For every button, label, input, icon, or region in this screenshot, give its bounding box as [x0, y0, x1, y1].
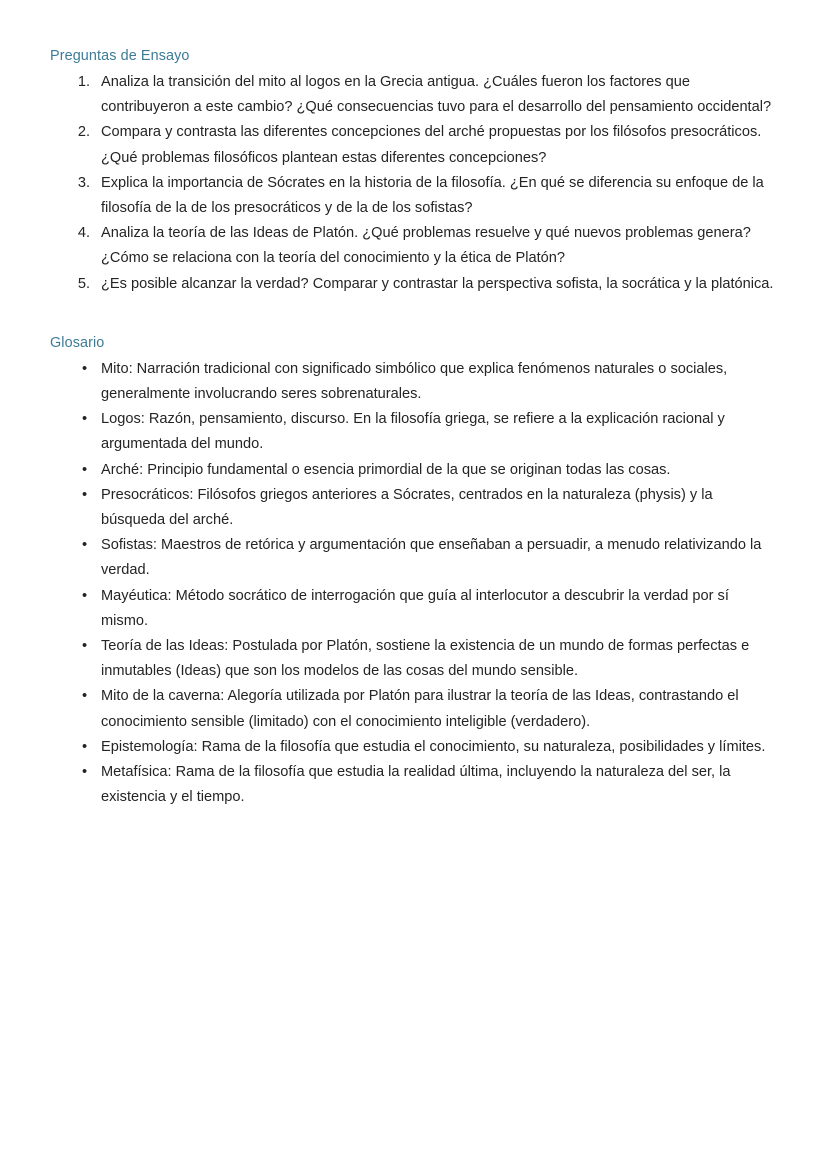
heading-glosario: Glosario — [50, 334, 105, 351]
heading-preguntas-de-ensayo: Preguntas de Ensayo — [50, 48, 190, 64]
section-spacer — [50, 297, 778, 333]
list-item-text: Arché: Principio fundamental o esencia primordial de la que se originan todas las cosas. — [101, 461, 671, 478]
section-glosario — [50, 333, 778, 811]
bullet-icon: • — [82, 360, 88, 377]
list-item-text: Compara y contrasta las diferentes concepciones del arché propuestas por los filósofos presocráticos. ¿Qué problemas filosóficos plantean estas diferentes concepciones? — [101, 124, 762, 166]
list-item-text: Explica la importancia de Sócrates en la historia de la filosofía. ¿En qué se diferencia su enfoque de la filosofía de la de los presocráticos y de la de los sofistas? — [101, 174, 764, 217]
list-marker: 5. — [77, 275, 90, 292]
bullet-icon: • — [82, 537, 88, 554]
list-item — [50, 272, 778, 297]
bullet-icon: • — [82, 738, 88, 755]
list-item — [50, 483, 778, 533]
list-marker: 1. — [77, 74, 90, 90]
list-item-text: Metafísica: Rama de la filosofía que estudia la realidad última, incluyendo la naturaleza del ser, la existencia y el tiempo. — [101, 764, 731, 806]
bullet-icon: • — [82, 411, 88, 428]
bullet-icon: • — [82, 461, 88, 478]
list-item — [50, 458, 778, 483]
list-item-text: Teoría de las Ideas: Postulada por Platón, sostiene la existencia de un mundo de formas perfectas e inmutables (Ideas) que son los modelos de las cosas del mundo sensible. — [101, 638, 750, 680]
list-item — [50, 221, 778, 271]
list-marker: 4. — [77, 225, 90, 242]
list-item — [50, 171, 778, 221]
list-item-text: Logos: Razón, pensamiento, discurso. En la filosofía griega, se refiere a la explicación racional y argumentada del mundo. — [101, 411, 725, 453]
list-item — [50, 684, 778, 734]
list-item-text: ¿Es posible alcanzar la verdad? Comparar y contrastar la perspectiva sofista, la socrática y la platónica. — [101, 275, 774, 292]
bullet-icon: • — [82, 638, 88, 655]
list-item-text: Mayéutica: Método socrático de interrogación que guía al interlocutor a descubrir la verdad por sí mismo. — [101, 587, 729, 629]
list-item-text: Mito: Narración tradicional con significado simbólico que explica fenómenos naturales o sociales, generalmente involucrando seres sobrenaturales. — [101, 360, 728, 403]
list-item-text: Presocráticos: Filósofos griegos anteriores a Sócrates, centrados en la naturaleza (physis) y la búsqueda del arché. — [101, 486, 713, 529]
list-item — [50, 357, 778, 407]
essay-questions-list — [50, 70, 778, 297]
bullet-icon: • — [82, 764, 88, 781]
list-marker: 2. — [77, 124, 90, 141]
glossary-list — [50, 357, 778, 811]
list-item — [50, 584, 778, 634]
list-marker: 3. — [77, 174, 90, 191]
list-item — [50, 407, 778, 457]
list-item — [50, 760, 778, 810]
bullet-icon: • — [82, 486, 88, 503]
list-item — [50, 120, 778, 170]
section-preguntas-de-ensayo — [50, 46, 778, 297]
list-item-text: Epistemología: Rama de la filosofía que estudia el conocimiento, su naturaleza, posibilidades y límites. — [101, 738, 766, 755]
bullet-icon: • — [82, 587, 88, 604]
list-item-text: Sofistas: Maestros de retórica y argumentación que enseñaban a persuadir, a menudo relativizando la verdad. — [101, 537, 762, 579]
bullet-icon: • — [82, 688, 88, 705]
list-item-text: Mito de la caverna: Alegoría utilizada por Platón para ilustrar la teoría de las Ideas, contrastando el conocimiento sensible (limitado) con el conocimiento inteligible (verdadero). — [101, 688, 739, 730]
list-item — [50, 634, 778, 684]
list-item — [50, 533, 778, 583]
list-item — [50, 735, 778, 760]
list-item — [50, 70, 778, 120]
list-item-text: Analiza la teoría de las Ideas de Platón. ¿Qué problemas resuelve y qué nuevos problemas genera? ¿Cómo se relaciona con la teoría del conocimiento y la ética de Platón? — [101, 225, 751, 267]
list-item-text: Analiza la transición del mito al logos en la Grecia antigua. ¿Cuáles fueron los factores que contribuyeron a este cambio? ¿Qué consecuencias tuvo para el desarrollo del pensamiento occidental? — [101, 74, 772, 116]
